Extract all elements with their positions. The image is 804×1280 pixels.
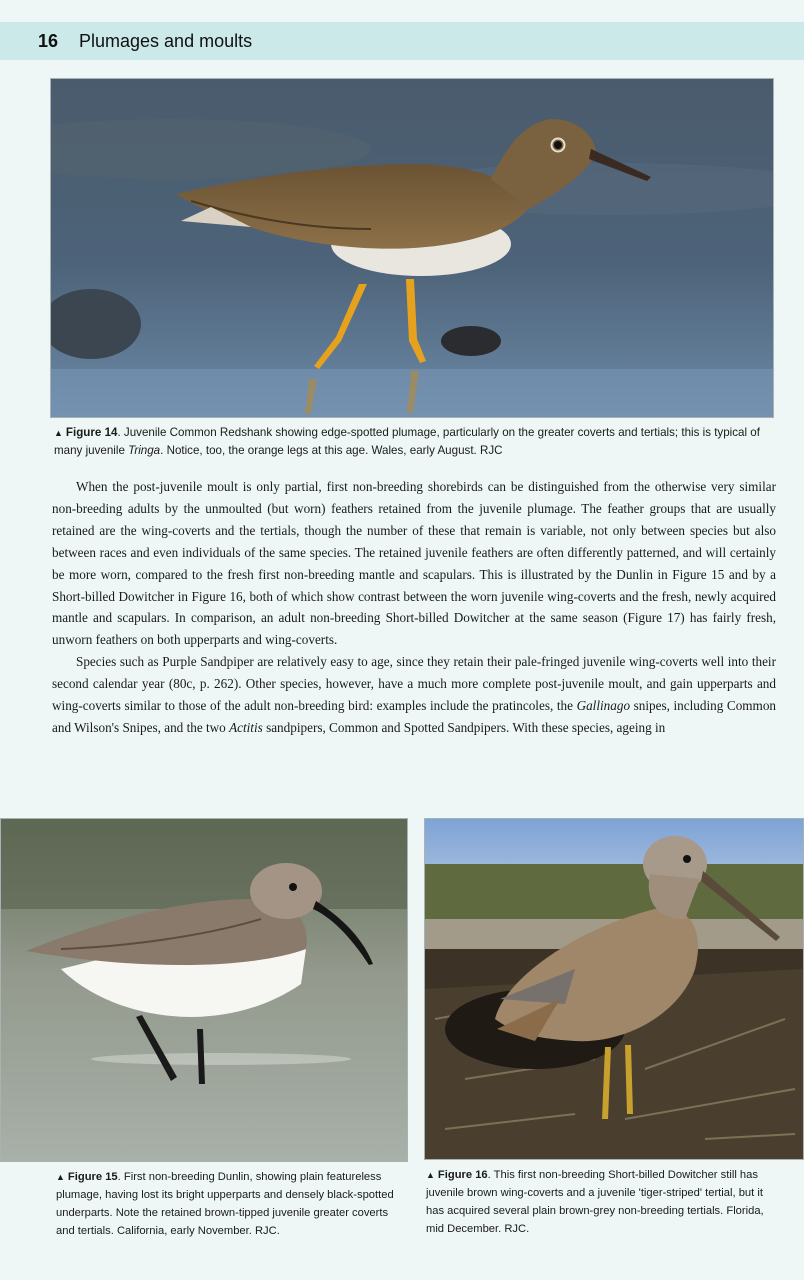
chapter-title: Plumages and moults [79,31,253,51]
figure-14-photo [50,78,774,418]
caption-text: . This first non-breeding Short-billed Dowitcher still has juvenile brown wing-coverts and a juvenile 'tiger-striped' tertial, but it has acquired several plain brown-grey non-breeding tertials. Florida, mid December. RJC. [426,1169,764,1235]
figure-15-caption [56,1168,394,1240]
caption-text-end: . Notice, too, the orange legs at this age. Wales, early August. RJC [160,444,503,457]
triangle-marker-icon: ▲ [426,1170,435,1180]
paragraph-2: Species such as Purple Sandpiper are relatively easy to age, since they retain their pale-fringed juvenile wing-coverts well into their second calendar year (80c, p. 262). Other species, however, have a much more complete post-juvenile moult, and gain upperparts and wing-coverts similar to those of the adult non-breeding bird: examples include the pratincoles, the Gallinago snipes, including Common and Wilson's Snipes, and the two Actitis sandpipers, Common and Spotted Sandpipers. With these species, ageing in [52,654,776,735]
caption-text: . Juvenile Common Redshank showing edge-spotted plumage, particularly on the greater coverts and tertials; this is typical of many juvenile [54,426,760,457]
figure-16-photo [424,818,804,1160]
figure-label: Figure 16 [437,1169,488,1181]
redshank-illustration [51,79,773,417]
caption-italic: Tringa [128,444,161,457]
figure-15-photo [0,818,408,1162]
body-text [52,476,776,739]
caption-text: . First non-breeding Dunlin, showing plain featureless plumage, having lost its bright upperparts and densely black-spotted underparts. Note the retained brown-tipped juvenile greater coverts and tertials. California, early November. RJC. [56,1171,394,1237]
genus-gallinago: Gallinago [576,698,631,714]
dunlin-illustration [1,819,407,1161]
dowitcher-illustration [425,819,803,1159]
figure-14-caption [54,424,772,459]
paragraph-1: When the post-juvenile moult is only partial, first non-breeding shorebirds can be distinguished from the otherwise very similar non-breeding adults by the unmoulted (but worn) feathers retained from the juvenile plumage. The feather groups that are usually retained are the wing-coverts and the tertials, though the number of these that remain is variable, not only between species but also between races and even individuals of the same species. The retained juvenile feathers are often differently patterned, and will certainly be more worn, compared to the fresh first non-breeding mantle and scapulars. This is illustrated by the Dunlin in Figure 15 and by a Short-billed Dowitcher in Figure 16, both of which show contrast between the worn juvenile wing-coverts and the fresh, newly acquired mantle and scapulars. In comparison, an adult non-breeding Short-billed Dowitcher at the same season (Figure 17) has fairly fresh, unworn feathers on both upperparts and wing-coverts. [52,479,776,648]
triangle-marker-icon: ▲ [56,1172,65,1182]
running-header [0,22,804,60]
figure-16-caption [426,1166,774,1238]
figure-label: Figure 15 [67,1171,118,1183]
figure-label: Figure 14 [65,426,118,439]
page-number: 16 [38,31,59,51]
genus-actitis: Actitis [229,719,263,735]
triangle-marker-icon: ▲ [54,428,63,438]
